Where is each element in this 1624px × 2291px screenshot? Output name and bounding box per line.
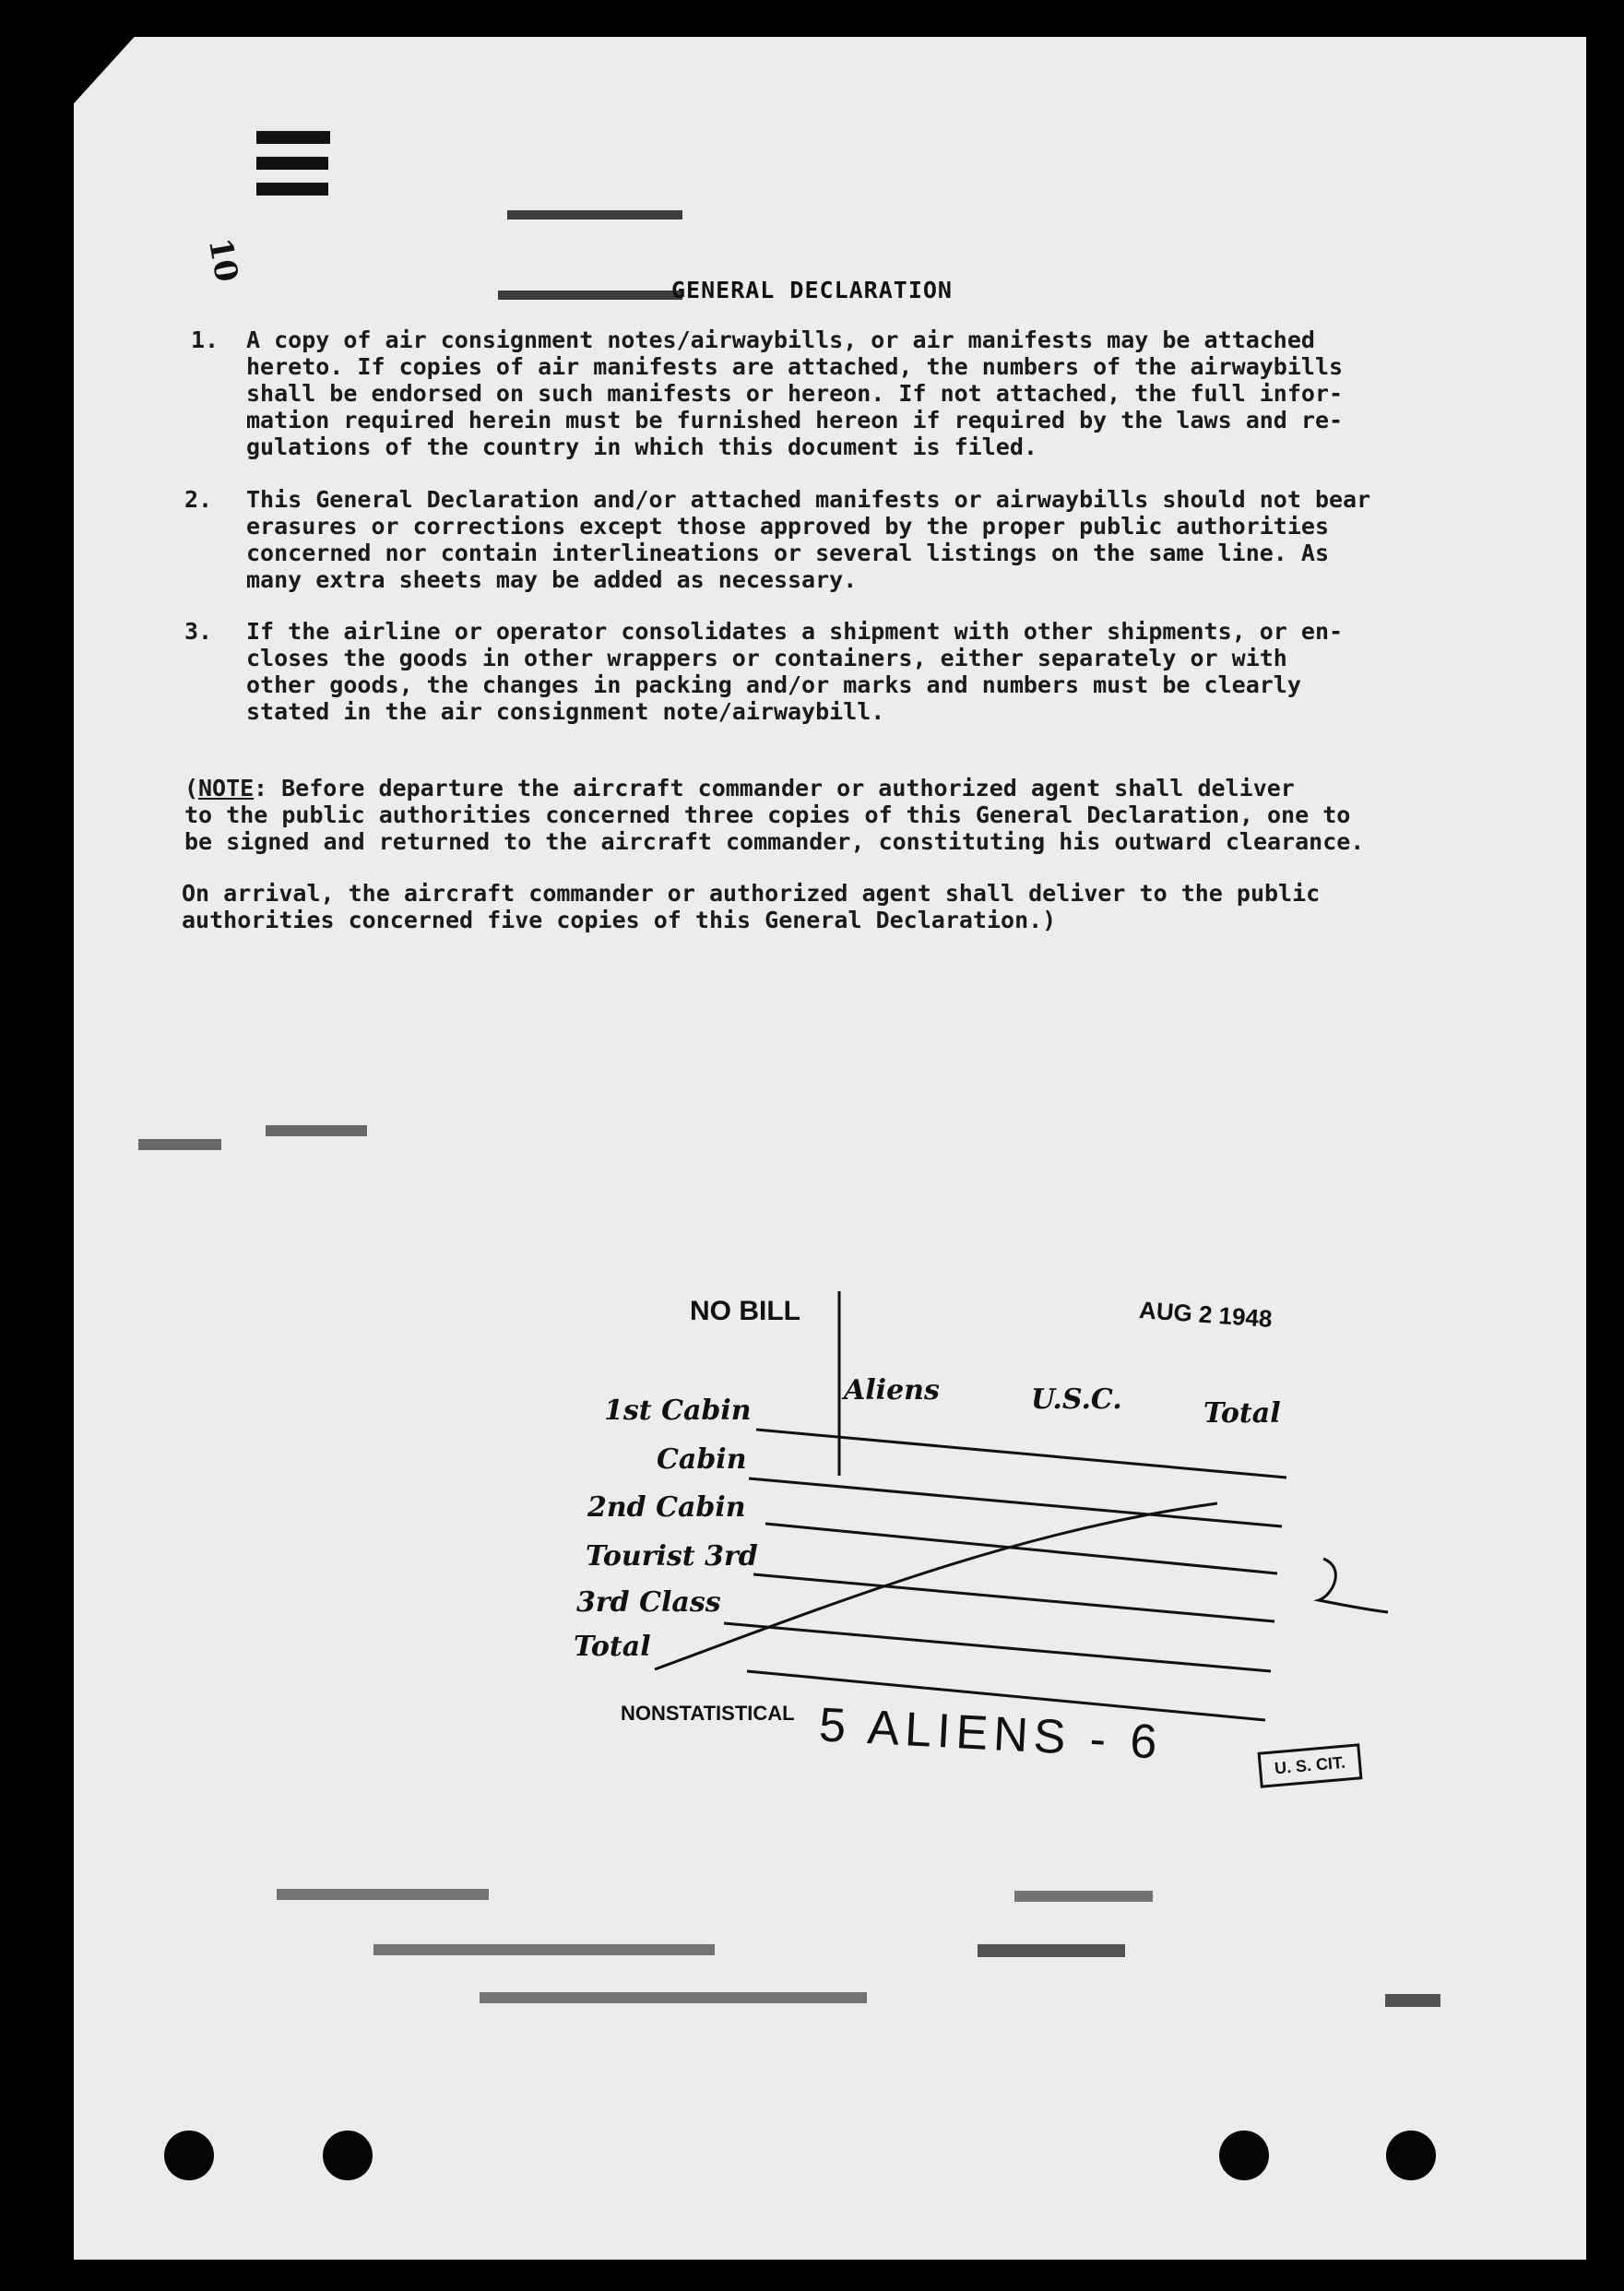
instruction-line: If the airline or operator consolidates a shipment with other shipments, or en- [246, 618, 1344, 645]
punch-hole [323, 2131, 373, 2180]
column-header-aliens: Aliens [844, 1374, 940, 1407]
row-label-3rd-class: 3rd Class [576, 1586, 721, 1619]
instruction-number: 2. [184, 486, 213, 513]
instruction-line: stated in the air consignment note/airwaybill. [246, 698, 885, 725]
instruction-line: closes the goods in other wrappers or containers, either separately or with [246, 645, 1287, 671]
bleed-through-smudge [138, 1139, 221, 1150]
corner-redaction [256, 131, 330, 144]
corner-redaction [256, 183, 328, 196]
instruction-line: erasures or corrections except those approved by the proper public authorities [246, 513, 1329, 540]
note-line: : Before departure the aircraft commander or authorized agent shall deliver [254, 775, 1295, 801]
corner-mark-10: 10 [200, 235, 245, 285]
note-line: authorities concerned five copies of this General Declaration.) [182, 907, 1057, 933]
bleed-through-smudge [480, 1992, 867, 2003]
note-line: On arrival, the aircraft commander or authorized agent shall deliver to the public [182, 880, 1321, 907]
instruction-line: This General Declaration and/or attached manifests or airwaybills should not bear [246, 486, 1371, 513]
row-label-cabin: Cabin [657, 1443, 747, 1476]
note-open-paren: ( [184, 775, 199, 801]
instruction-number: 1. [191, 326, 219, 353]
instruction-line: many extra sheets may be added as necessary. [246, 566, 858, 593]
row-label-tourist-3rd: Tourist 3rd [586, 1540, 758, 1573]
bleed-through-smudge [277, 1889, 489, 1900]
column-header-total: Total [1203, 1397, 1281, 1430]
row-label-2nd-cabin: 2nd Cabin [587, 1491, 746, 1524]
no-bill-stamp: NO BILL [690, 1296, 800, 1326]
document-title: GENERAL DECLARATION [671, 277, 953, 303]
column-header-usc: U.S.C. [1031, 1383, 1122, 1416]
date-stamp: AUG 2 1948 [1138, 1295, 1274, 1334]
instruction-line: mation required herein must be furnished hereon if required by the laws and re- [246, 407, 1344, 433]
note-line: to the public authorities concerned three copies of this General Declaration, one to [184, 801, 1351, 828]
bleed-through-smudge [1385, 1994, 1440, 2007]
instruction-line: hereto. If copies of air manifests are attached, the numbers of the airwaybills [246, 353, 1344, 380]
handwritten-alien-count: 5 ALIENS - 6 [817, 1698, 1164, 1770]
corner-redaction [507, 210, 682, 220]
punch-hole [1219, 2131, 1269, 2180]
bleed-through-smudge [266, 1125, 367, 1136]
row-label-total: Total [574, 1631, 651, 1663]
nonstatistical-stamp: NONSTATISTICAL [621, 1702, 795, 1725]
bleed-through-smudge [978, 1944, 1125, 1957]
instruction-line: A copy of air consignment notes/airwaybills, or air manifests may be attached [246, 326, 1315, 353]
us-cit-stamp: U. S. CIT. [1258, 1743, 1363, 1788]
bleed-through-smudge [1014, 1891, 1153, 1902]
instruction-number: 3. [184, 618, 213, 645]
bleed-through-smudge [373, 1944, 715, 1955]
corner-redaction [498, 291, 682, 300]
instruction-line: shall be endorsed on such manifests or hereon. If not attached, the full infor- [246, 380, 1344, 407]
row-label-1st-cabin: 1st Cabin [604, 1395, 752, 1427]
instruction-line: concerned nor contain interlineations or several listings on the same line. As [246, 540, 1329, 566]
punch-hole [1386, 2131, 1436, 2180]
instruction-line: other goods, the changes in packing and/or marks and numbers must be clearly [246, 671, 1301, 698]
note-line: be signed and returned to the aircraft commander, constituting his outward clearance. [184, 828, 1365, 855]
corner-redaction [256, 157, 328, 170]
punch-hole [164, 2131, 214, 2180]
instruction-line: gulations of the country in which this document is filed. [246, 433, 1037, 460]
note-label: NOTE [198, 775, 255, 801]
